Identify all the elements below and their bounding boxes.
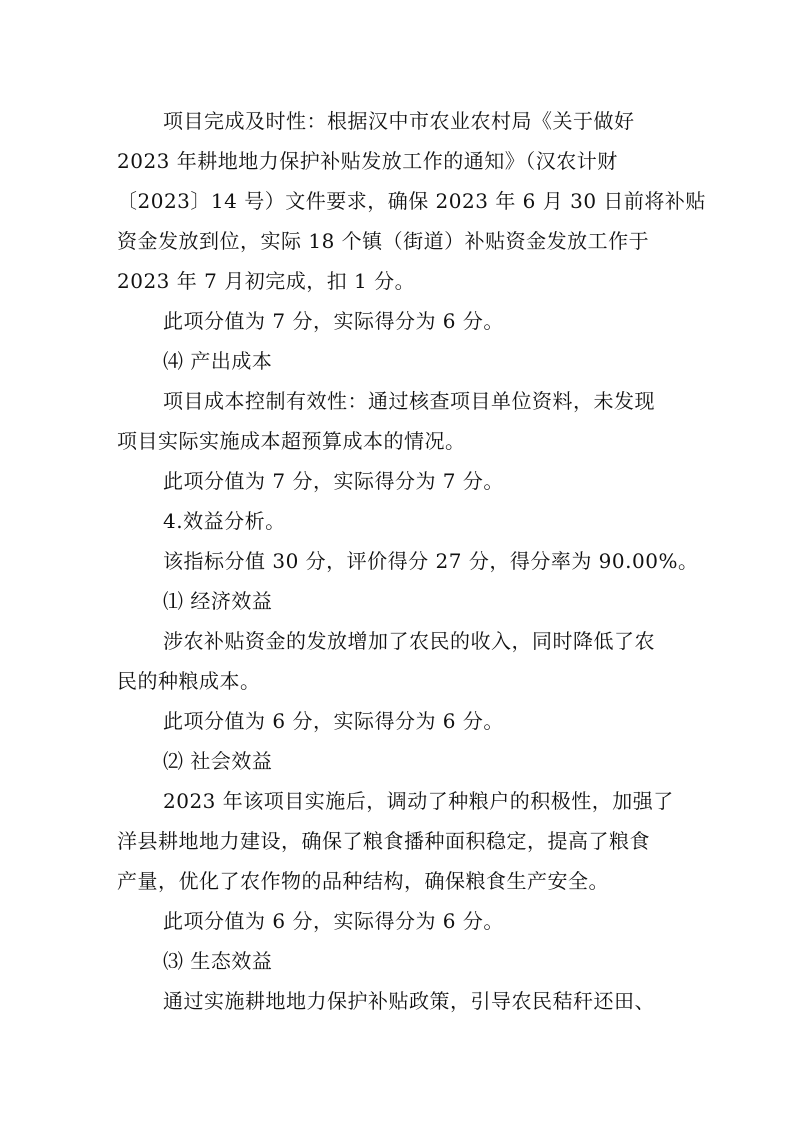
paragraph-line: 通过实施耕地地力保护补贴政策，引导农民秸秆还田、 <box>163 989 655 1013</box>
paragraph-line: 2023 年该项目实施后，调动了种粮户的积极性，加强了 <box>163 789 674 813</box>
paragraph-line: 洋县耕地地力建设，确保了粮食播种面积稳定，提高了粮食 <box>117 829 650 853</box>
paragraph-line: 项目实际实施成本超预算成本的情况。 <box>117 429 466 453</box>
score-line: 此项分值为 6 分，实际得分为 6 分。 <box>163 909 504 933</box>
paragraph-line: 该指标分值 30 分，评价得分 27 分，得分率为 90.00%。 <box>163 549 699 573</box>
paragraph-line: 涉农补贴资金的发放增加了农民的收入，同时降低了农 <box>163 629 655 653</box>
score-line: 此项分值为 7 分，实际得分为 7 分。 <box>163 469 504 493</box>
paragraph-line: 2023 年 7 月初完成，扣 1 分。 <box>117 269 416 293</box>
section-heading: ⑴ 经济效益 <box>163 589 273 613</box>
paragraph-line: 项目完成及时性：根据汉中市农业农村局《关于做好 <box>163 109 635 133</box>
paragraph-line: 资金发放到位，实际 18 个镇（街道）补贴资金发放工作于 <box>117 229 650 253</box>
section-heading: ⑷ 产出成本 <box>163 349 273 373</box>
section-heading: 4.效益分析。 <box>163 509 286 533</box>
score-line: 此项分值为 6 分，实际得分为 6 分。 <box>163 709 504 733</box>
paragraph-line: 2023 年耕地地力保护补贴发放工作的通知》（汉农计财 <box>117 149 618 173</box>
paragraph-line: 产量，优化了农作物的品种结构，确保粮食生产安全。 <box>117 869 609 893</box>
paragraph-line: 〔2023〕14 号）文件要求，确保 2023 年 6 月 30 日前将补贴 <box>117 189 706 213</box>
section-heading: ⑵ 社会效益 <box>163 749 273 773</box>
section-heading: ⑶ 生态效益 <box>163 949 273 973</box>
paragraph-line: 民的种粮成本。 <box>117 669 261 693</box>
paragraph-line: 项目成本控制有效性：通过核查项目单位资料，未发现 <box>163 389 655 413</box>
score-line: 此项分值为 7 分，实际得分为 6 分。 <box>163 309 504 333</box>
